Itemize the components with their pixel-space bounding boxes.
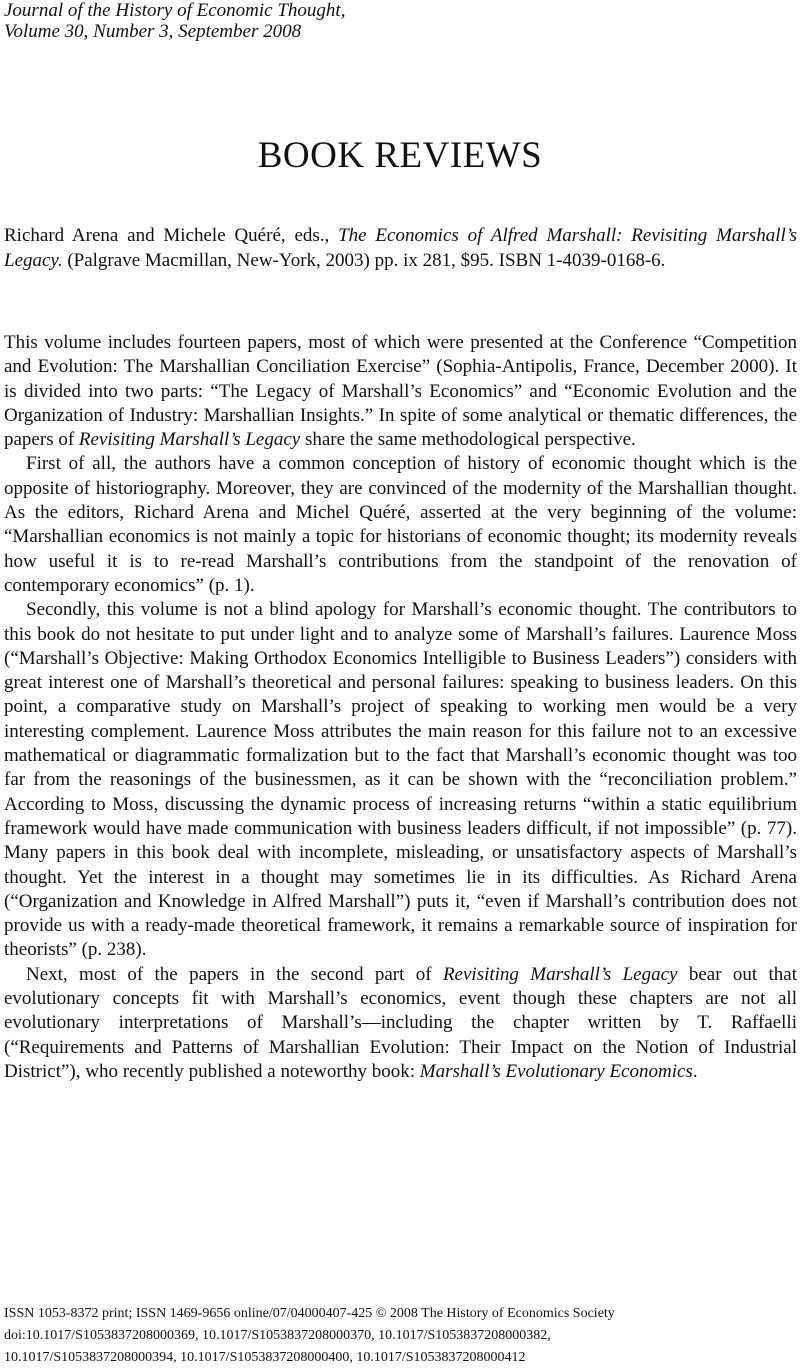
review-body <box>4 331 797 1084</box>
journal-header <box>4 0 345 42</box>
paragraph-4 <box>4 963 797 1084</box>
book-citation <box>4 224 797 273</box>
journal-name: Journal of the History of Economic Thought, <box>4 0 346 21</box>
paragraph-1 <box>4 331 797 452</box>
paragraph-1-text: This volume includes fourteen papers, most of which were presented at the Conference “Competition and Evolution: The Marshallian Conciliation Exercise” (Sophia-Antipolis, France, December 2000). It is divided into two parts: “The Legacy of Marshall’s Economics” and “Economic Evolution and the Organization of Industry: Marshallian Insights.” In spite of some analytical or thematic differences, the papers of <box>4 332 797 451</box>
footer-doi-2: 10.1017/S1053837208000394, 10.1017/S1053837208000400, 10.1017/S1053837208000412 <box>4 1350 526 1365</box>
paragraph-3: Secondly, this volume is not a blind apology for Marshall’s economic thought. The contributors to this book do not hesitate to put under light and to analyze some of Marshall’s failures. Laurence Moss (“Marshall’s Objective: Making Orthodox Economics Intelligible to Business Leaders”) considers with great interest one of Marshall’s theoretical and personal failures: speaking to business leaders. On this point, a comparative study on Marshall’s project of speaking to working men would be a very interesting complement. Laurence Moss attributes the main reason for this failure not to an excessive mathematical or diagrammatic formalization but to the fact that Marshall’s economic thought was too far from the reasonings of the businessmen, as it can be shown with the “reconciliation problem.” According to Moss, discussing the dynamic process of increasing returns “within a static equilibrium framework would have made communication with business leaders difficult, if not impossible” (p. 77). Many papers in this book deal with incomplete, misleading, or unsatisfactory aspects of Marshall’s thought. Yet the interest in a thought may sometimes lie in its difficulties. As Richard Arena (“Organization and Knowledge in Alfred Marshall”) puts it, “even if Marshall’s contribution does not provide us with a ready-made theoretical framework, it remains a remarkable source of inspiration for theorists” (p. 238). <box>4 599 797 961</box>
paragraph-4-end: . <box>692 1060 698 1082</box>
page-footer <box>4 1303 800 1369</box>
journal-volume: Volume 30, Number 3, September 2008 <box>4 21 302 42</box>
citation-publication: (Palgrave Macmillan, New-York, 2003) pp. ix 281, $95. ISBN 1-4039-0168-6. <box>67 249 666 271</box>
paragraph-2: First of all, the authors have a common conception of history of economic thought which is the opposite of historiography. Moreover, they are convinced of the modernity of the Marshallian thought. As the editors, Richard Arena and Michel Quéré, asserted at the very beginning of the volume: “Marshallian economics is not mainly a topic for historians of economic thought; its modernity reveals how useful it is to re-read Marshall’s contributions from the standpoint of the renovation of contemporary economics” (p. 1). <box>4 453 797 596</box>
paragraph-4-text: Next, most of the papers in the second part of <box>26 963 432 985</box>
citation-book-title: The Economics of Alfred Marshall: Revisiting Marshall’s Legacy. <box>4 225 798 271</box>
paragraph-4-book-ref-2: Marshall’s Evolutionary Economics <box>419 1060 693 1082</box>
footer-issn: ISSN 1053-8372 print; ISSN 1469-9656 online/07/04000407-425 © 2008 The History of Economics Society <box>4 1306 615 1321</box>
citation-authors: Richard Arena and Michele Quéré, eds., <box>4 225 330 246</box>
paragraph-4-book-ref: Revisiting Marshall’s Legacy <box>442 963 678 985</box>
footer-doi-1: doi:10.1017/S1053837208000369, 10.1017/S1053837208000370, 10.1017/S1053837208000382, <box>4 1328 551 1343</box>
paragraph-4-middle: bear out that evolutionary concepts fit with Marshall’s economics, event though these chapters are not all evolutionary interpretations of Marshall’s—including the chapter written by T. Raffaelli (“Requirements and Patterns of Marshallian Evolution: Their Impact on the Notion of Industrial District”), who recently published a noteworthy book: <box>4 963 798 1082</box>
paragraph-1-book-ref: Revisiting Marshall’s Legacy <box>78 429 301 451</box>
paragraph-1-end: share the same methodological perspective. <box>304 429 636 451</box>
section-title: BOOK REVIEWS <box>257 135 543 176</box>
